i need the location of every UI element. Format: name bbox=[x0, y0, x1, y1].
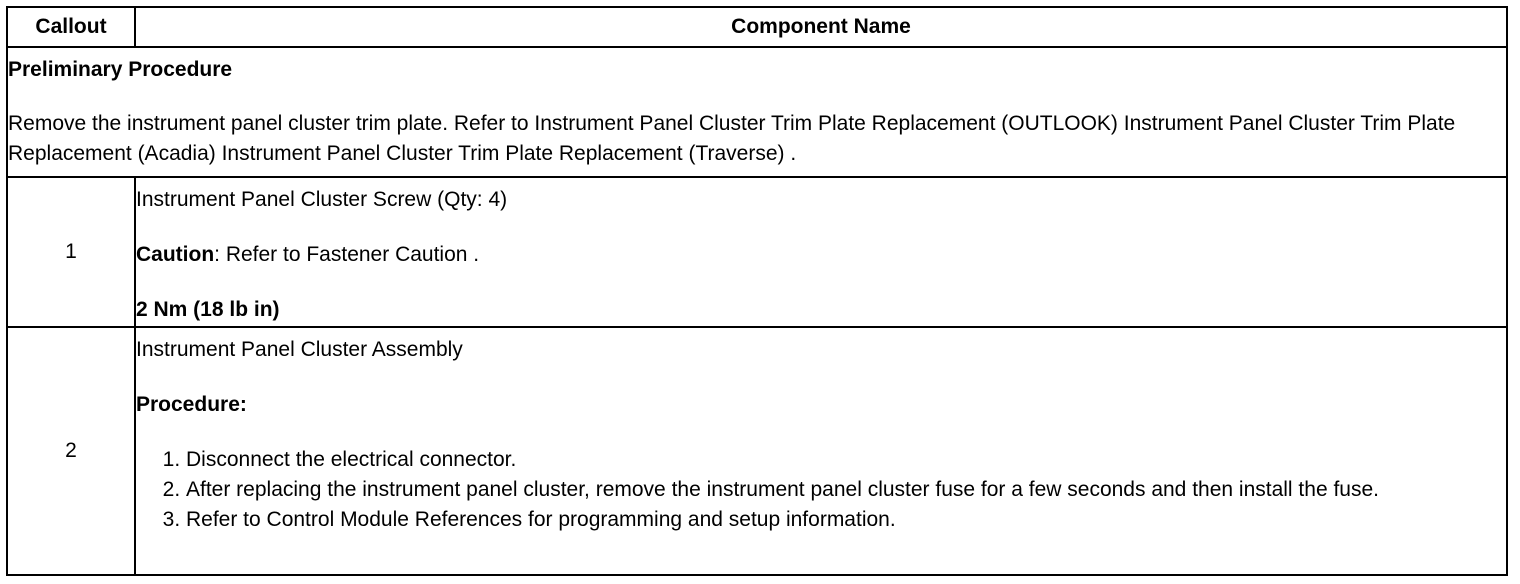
table-row bbox=[7, 327, 1507, 575]
preliminary-text: Remove the instrument panel cluster trim plate. Refer to Instrument Panel Cluster Trim Plate Replacement (OUTLOOK) Instrument Panel Cluster Trim Plate Replacement (Acadia) Instrument Panel Cluster Trim Plate Replacement (Traverse) . bbox=[8, 112, 1456, 165]
list-item: 3. Refer to Control Module References for programming and setup information. bbox=[186, 505, 1506, 535]
header-callout: Callout bbox=[7, 7, 135, 47]
callout-number: 1 bbox=[7, 177, 135, 327]
table-row bbox=[7, 177, 1507, 327]
component-table bbox=[6, 6, 1508, 576]
preliminary-title: Preliminary Procedure bbox=[8, 58, 233, 81]
component-cell bbox=[135, 327, 1507, 575]
table-header-row bbox=[7, 7, 1507, 47]
callout-number: 2 bbox=[7, 327, 135, 575]
torque-spec: 2 Nm (18 lb in) bbox=[136, 298, 280, 321]
list-item: 1. Disconnect the electrical connector. bbox=[186, 445, 1506, 475]
procedure-steps bbox=[136, 445, 1506, 535]
component-name: Instrument Panel Cluster Assembly bbox=[136, 338, 463, 361]
component-cell bbox=[135, 177, 1507, 327]
component-name: Instrument Panel Cluster Screw (Qty: 4) bbox=[136, 188, 508, 211]
preliminary-row bbox=[7, 47, 1507, 177]
procedure-label: Procedure: bbox=[136, 393, 247, 416]
caution-line bbox=[136, 240, 1506, 270]
header-component-name: Component Name bbox=[135, 7, 1507, 47]
list-item: 2. After replacing the instrument panel cluster, remove the instrument panel cluster fuse for a few seconds and then install the fuse. bbox=[186, 475, 1506, 505]
caution-text: : Refer to Fastener Caution . bbox=[214, 243, 480, 266]
preliminary-cell bbox=[7, 47, 1507, 177]
caution-label: Caution bbox=[136, 243, 215, 266]
